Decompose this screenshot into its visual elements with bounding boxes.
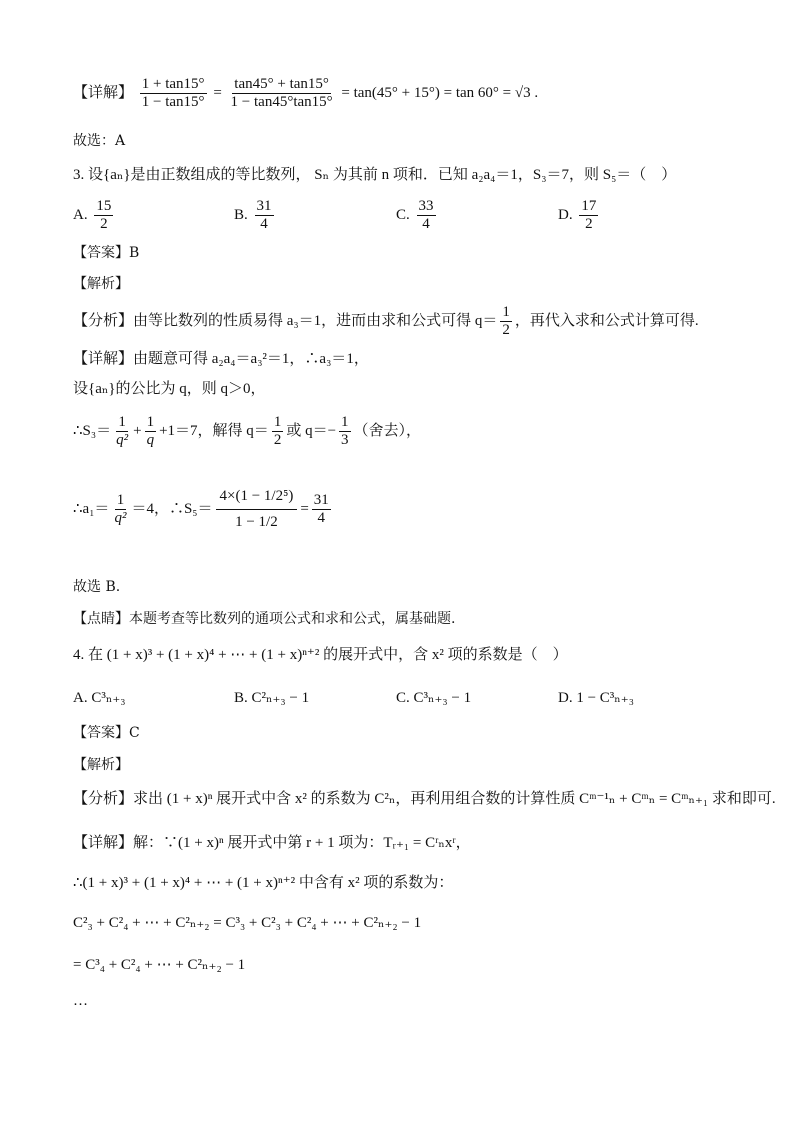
q3-d3b: +1＝7，解得 q＝ <box>159 423 269 440</box>
q3-option-a-den: 2 <box>100 216 108 233</box>
q3-d4-f1-den: q² <box>114 510 127 527</box>
q3-option-a-frac <box>94 198 113 234</box>
q4-option-b-letter: B. <box>234 690 248 706</box>
q3-option-b-frac <box>255 198 274 234</box>
q3-d4-f1 <box>112 492 128 528</box>
q4-analysis-label: 【解析】 <box>73 757 129 773</box>
q3-option-d <box>558 198 601 234</box>
q3-fenxi-b: ，再代入求和公式计算可得. <box>514 313 699 330</box>
p2-f2-num: tan45° + tan15° <box>232 76 331 94</box>
q3-d3-f3 <box>272 414 284 450</box>
q4-option-a-text: C³ₙ₊₃ <box>91 690 126 706</box>
q3-d3c: 或 q＝− <box>286 423 337 440</box>
p2-f1-num: 1 + tan15° <box>140 76 207 94</box>
q4-detail-2: ∴(1 + x)³ + (1 + x)⁴ + ⋯ + (1 + x)ⁿ⁺² 中含有 x² 项的系数为： <box>73 875 454 891</box>
q4-ellipsis: … <box>73 993 88 1009</box>
q3-d4-big-num: 4×(1 − 1/2⁵) <box>216 484 298 510</box>
q4-detail-4: = C³₄ + C²₄ + ⋯ + C²ₙ₊₂ − 1 <box>73 957 246 973</box>
q3-analysis-label: 【解析】 <box>73 276 129 292</box>
q3-conclusion: 故选 B. <box>73 579 121 595</box>
q3-d4-res-num: 31 <box>312 492 331 510</box>
q3-detail-4-line <box>73 484 334 536</box>
p2-f2-den: 1 − tan45°tan15° <box>230 94 333 111</box>
q3-d4b: ＝4，∴S₅＝ <box>131 501 213 518</box>
q3-d3-plus: + <box>133 423 142 440</box>
q3-d4-big-den: 1 − 1/2 <box>235 514 278 531</box>
q3-d3-f1-num: 1 <box>116 414 128 432</box>
q3-detail-1-line <box>73 352 369 367</box>
q3-option-b-num: 31 <box>255 198 274 216</box>
q4-option-d-letter: D. <box>558 690 573 706</box>
q3-fenxi-label: 【分析】 <box>73 313 134 330</box>
q3-d3a: ∴S₃＝ <box>73 423 112 440</box>
q3-fenxi-a: 由等比数列的性质易得 a₃＝1，进而由求和公式可得 q＝ <box>133 313 498 330</box>
q3-option-c-num: 33 <box>417 198 436 216</box>
q3-fenxi-num: 1 <box>500 304 512 322</box>
q3-stem: 3. 设{aₙ}是由正数组成的等比数列， Sₙ 为其前 n 项和．已知 a₂a₄＝1，S₃＝7，则 S₅＝（ ） <box>73 167 677 183</box>
p2-detail-line: 【详解】 $\frac{1 + \tan 15^\circ}{1 - \tan 15^\circ}$ = $\frac{\tan 45^\circ + \tan 15^\circ}{1 - \tan 45^\circ\tan 15^\circ}$ = tan(45° + 15°) = tan 60° = √3 . <box>73 76 539 111</box>
q3-fenxi-den: 2 <box>502 322 510 339</box>
q3-d3d: （舍去）， <box>353 423 422 440</box>
q3-option-d-letter: D. <box>558 207 573 224</box>
p2-f1-den: 1 − tan15° <box>141 94 205 111</box>
q3-fenxi-frac <box>500 304 512 340</box>
q3-d3-f2-den: q <box>146 432 155 449</box>
p2-detail-rest: = tan(45° + 15°) = tan 60° = √3 . <box>341 85 539 102</box>
q3-comment: 【点睛】本题考查等比数列的通项公式和求和公式，属基础题. <box>73 611 456 627</box>
q3-d3-f1 <box>114 414 130 450</box>
q3-d4-big-frac <box>216 484 298 536</box>
q4-option-c-text: C³ₙ₊₃ − 1 <box>413 690 472 706</box>
p2-fraction-1 <box>140 76 207 112</box>
q4-option-d <box>558 688 634 707</box>
q4-option-c <box>396 688 471 707</box>
p2-fraction-2 <box>229 76 335 112</box>
q3-d3-f1-den: q² <box>116 432 129 449</box>
q4-detail-3: C²₃ + C²₄ + ⋯ + C²ₙ₊₂ = C³₃ + C²₃ + C²₄ + ⋯ + C²ₙ₊₂ − 1 <box>73 915 422 931</box>
q3-d4a: ∴a₁＝ <box>73 501 110 518</box>
p2-detail-label: 【详解】 <box>73 85 134 102</box>
q4-detail-1: 【详解】解：∵(1 + x)ⁿ 展开式中第 r + 1 项为：Tᵣ₊₁ = Cʳₙxʳ， <box>73 835 471 851</box>
q3-d4-eq: = <box>300 501 309 518</box>
q3-option-a-letter: A. <box>73 207 88 224</box>
q3-detail-2: 设{aₙ}的公比为 q，则 q＞0， <box>73 381 266 397</box>
q4-option-a <box>73 688 125 707</box>
q4-option-a-letter: A. <box>73 690 88 706</box>
q3-fenxi-line <box>73 304 699 340</box>
q3-d3-f3-num: 1 <box>272 414 284 432</box>
q3-d3-f4-den: 3 <box>341 432 349 449</box>
q4-option-d-text: 1 − C³ₙ₊₃ <box>576 690 634 706</box>
q4-stem: 4. 在 (1 + x)³ + (1 + x)⁴ + ⋯ + (1 + x)ⁿ⁺² 的展开式中，含 x² 项的系数是（ ） <box>73 647 568 663</box>
q3-option-c-letter: C. <box>396 207 410 224</box>
q3-detail-label: 【详解】 <box>73 351 134 367</box>
q4-option-c-letter: C. <box>396 690 410 706</box>
q3-option-b-den: 4 <box>260 216 268 233</box>
q3-d3-f4-num: 1 <box>339 414 351 432</box>
q3-option-a-num: 15 <box>94 198 113 216</box>
q3-d3-f4 <box>339 414 351 450</box>
q3-answer: 【答案】B <box>73 245 140 261</box>
q3-option-c <box>396 198 439 234</box>
q4-fenxi: 【分析】求出 (1 + x)ⁿ 展开式中含 x² 的系数为 C²ₙ，再利用组合数的计算性质 Cᵐ⁻¹ₙ + Cᵐₙ = Cᵐₙ₊₁ 求和即可. <box>73 791 776 807</box>
p2-answer: 故选：A <box>73 133 126 149</box>
q3-d4-res <box>312 492 331 528</box>
q3-option-c-frac <box>417 198 436 234</box>
q3-d3-f2 <box>145 414 157 450</box>
q3-option-b <box>234 198 277 234</box>
q3-option-d-frac <box>579 198 598 234</box>
q4-option-b-text: C²ₙ₊₃ − 1 <box>251 690 310 706</box>
q3-d3-f2-num: 1 <box>145 414 157 432</box>
q3-d4-f1-num: 1 <box>115 492 127 510</box>
q3-option-b-letter: B. <box>234 207 248 224</box>
q4-answer: 【答案】C <box>73 725 140 741</box>
q3-detail-1: 由题意可得 a₂a₄＝a₃²＝1，∴a₃＝1， <box>133 351 369 367</box>
q3-d4-res-den: 4 <box>317 510 326 527</box>
q3-option-d-den: 2 <box>585 216 593 233</box>
q3-option-a <box>73 198 116 234</box>
q4-option-b <box>234 688 309 707</box>
q3-detail-3-line <box>73 414 421 450</box>
q3-d3-f3-den: 2 <box>273 432 282 449</box>
q3-option-c-den: 4 <box>422 216 430 233</box>
q3-option-d-num: 17 <box>579 198 598 216</box>
